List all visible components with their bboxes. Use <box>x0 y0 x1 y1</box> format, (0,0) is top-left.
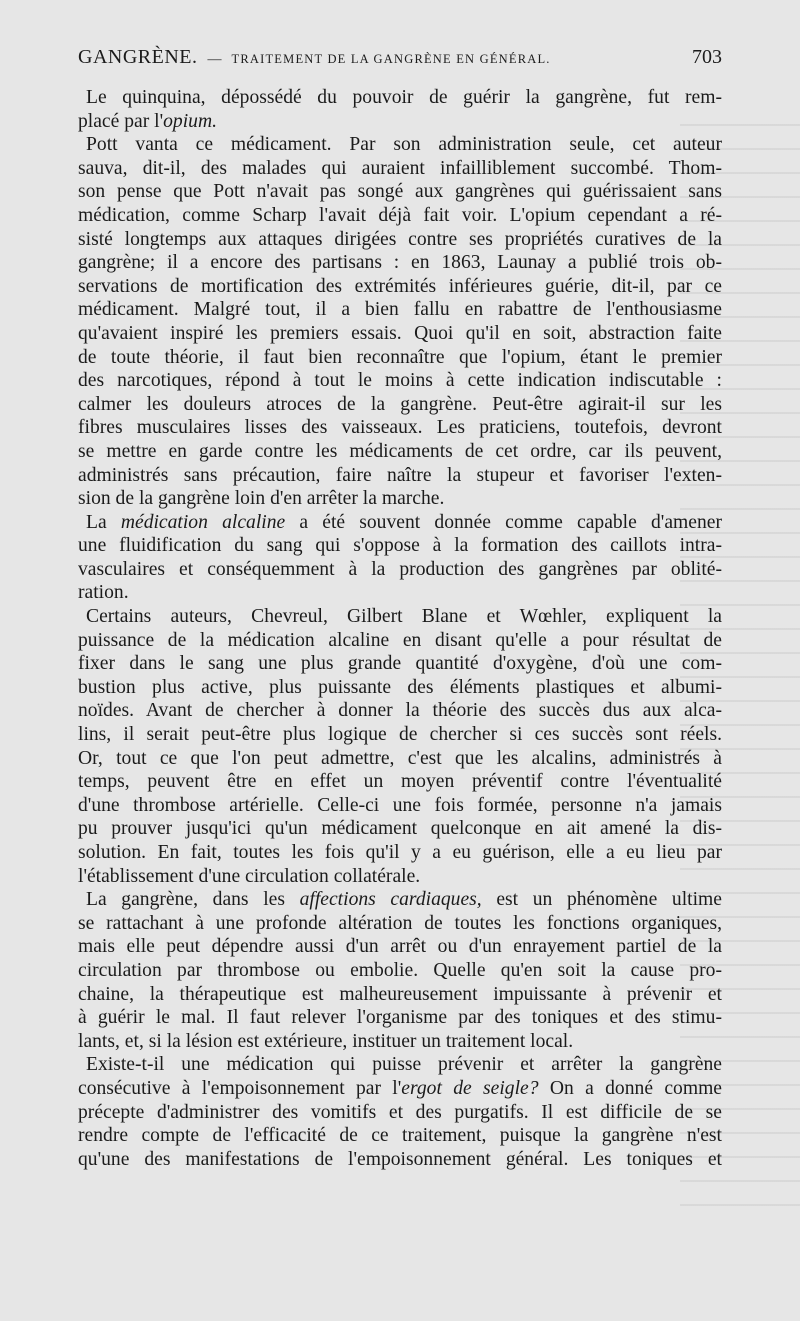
text-run: noïdes. Avant de chercher à donner la théorie des succès dus aux alca- <box>78 700 722 722</box>
page-number: 703 <box>692 46 722 68</box>
text-line <box>78 86 722 110</box>
text-line <box>78 369 722 393</box>
text-run: fixer dans le sang une plus grande quantité d'oxygène, d'où une com- <box>78 653 722 675</box>
text-run: est un phénomène ultime <box>481 889 722 911</box>
text-line <box>78 581 722 605</box>
text-run: chaine, la thérapeutique est malheureusement impuissante à prévenir et <box>78 983 722 1005</box>
text-line <box>78 1030 722 1054</box>
text-run: pu prouver jusqu'ici qu'un médicament quelconque en ait amené la dis- <box>78 818 722 840</box>
running-head-separator: — <box>207 52 222 67</box>
text-line <box>78 794 722 818</box>
text-run: circulation par thrombose ou embolie. Quelle qu'en soit la cause pro- <box>78 959 722 981</box>
text-run: lants, et, si la lésion est extérieure, instituer un traitement local. <box>78 1030 574 1052</box>
text-line <box>78 180 722 204</box>
italic-text: affections cardiaques, <box>299 889 482 911</box>
text-run: précepte d'administrer des vomitifs et des purgatifs. Il est difficile de se <box>78 1101 722 1123</box>
text-run: ration. <box>78 582 129 604</box>
running-head-title: GANGRÈNE. <box>78 46 198 68</box>
text-line <box>78 652 722 676</box>
text-run: calmer les douleurs atroces de la gangrène. Peut-être agirait-il sur les <box>78 393 722 415</box>
text-line <box>78 1053 722 1077</box>
text-line <box>78 157 722 181</box>
text-run: temps, peuvent être en effet un moyen préventif contre l'éventualité <box>78 771 722 793</box>
text-run: gangrène; il a encore des partisans : en 1863, Launay a publié trois ob- <box>78 252 722 274</box>
text-line <box>78 983 722 1007</box>
text-line <box>78 204 722 228</box>
text-run: Or, tout ce que l'on peut admettre, c'est que les alcalins, administrés à <box>78 747 722 769</box>
running-head <box>78 46 722 76</box>
text-line <box>78 487 722 511</box>
text-run: solution. En fait, toutes les fois qu'il y a eu guérison, elle a eu lieu par <box>78 842 722 863</box>
text-line <box>78 1077 722 1101</box>
text-line <box>78 676 722 700</box>
text-line <box>78 1101 722 1125</box>
text-run: Pott vanta ce médicament. Par son administration seule, cet auteur <box>86 134 722 156</box>
text-line <box>78 322 722 346</box>
text-line <box>78 865 722 889</box>
italic-text: médication alcaline <box>120 511 286 533</box>
text-line <box>78 959 722 983</box>
text-run: sauva, dit-il, des malades qui auraient infailliblement succombé. Thom- <box>78 157 722 179</box>
text-line <box>78 747 722 771</box>
text-run: des narcotiques, répond à tout le moins à cette indication indiscutable : <box>78 370 722 392</box>
running-head-subtitle: TRAITEMENT DE LA GANGRÈNE EN GÉNÉRAL. <box>231 52 551 66</box>
text-run: Certains auteurs, Chevreul, Gilbert Blane et Wœhler, expliquent la <box>86 606 722 628</box>
text-run: qu'avaient inspiré les premiers essais. Quoi qu'il en soit, abstraction faite <box>78 322 722 344</box>
text-line <box>78 133 722 157</box>
text-run: puissance de la médication alcaline en disant qu'elle a pour résultat de <box>78 629 722 651</box>
text-line <box>78 841 722 865</box>
text-run: lins, il serait peut-être plus logique de chercher si ces succès sont réels. <box>78 724 722 746</box>
text-run: La <box>86 511 121 533</box>
text-line <box>78 935 722 959</box>
text-line <box>78 605 722 629</box>
text-run: fibres musculaires lisses des vaisseaux. Les praticiens, toutefois, devront <box>78 417 722 439</box>
text-run: sisté longtemps aux attaques dirigées contre ses propriétés curatives de la <box>78 228 722 250</box>
running-head-left <box>78 46 551 69</box>
italic-text: ergot de seigle? <box>401 1077 539 1099</box>
italic-text: opium. <box>163 110 218 132</box>
text-run: médicament. Malgré tout, il a bien fallu en rabattre de l'enthousiasme <box>78 299 722 321</box>
text-line <box>78 464 722 488</box>
text-run: qu'une des manifestations de l'empoisonnement général. Les toniques et <box>78 1148 722 1170</box>
text-run: à guérir le mal. Il faut relever l'organisme par des toniques et des stimu- <box>78 1007 722 1029</box>
text-run: Existe-t-il une médication qui puisse prévenir et arrêter la gangrène <box>86 1054 722 1076</box>
text-line <box>78 346 722 370</box>
text-line <box>78 629 722 653</box>
text-run: son pense que Pott n'avait pas songé aux gangrènes qui guérissaient sans <box>78 181 722 203</box>
text-run: de toute théorie, il faut bien reconnaître que l'opium, étant le premier <box>78 346 722 368</box>
text-line <box>78 1148 722 1172</box>
text-run: La gangrène, dans les <box>86 889 300 911</box>
text-run: vasculaires et conséquemment à la production des gangrènes par oblité- <box>78 558 722 580</box>
text-line <box>78 251 722 275</box>
body-text <box>78 86 722 1171</box>
text-run: mais elle peut dépendre aussi d'un arrêt ou d'un enrayement partiel de la <box>78 936 722 958</box>
text-run: se rattachant à une profonde altération de toutes les fonctions organiques, <box>78 912 722 934</box>
text-line <box>78 1124 722 1148</box>
text-line <box>78 440 722 464</box>
text-line <box>78 558 722 582</box>
text-line <box>78 1006 722 1030</box>
text-run: médication, comme Scharp l'avait déjà fait voir. L'opium cependant a ré- <box>78 204 722 226</box>
text-run: bustion plus active, plus puissante des éléments plastiques et albumi- <box>78 676 722 698</box>
text-line <box>78 699 722 723</box>
text-line <box>78 298 722 322</box>
text-run: rendre compte de l'efficacité de ce traitement, puisque la gangrène n'est <box>78 1125 722 1147</box>
text-line <box>78 888 722 912</box>
text-line <box>78 817 722 841</box>
text-run: Le quinquina, dépossédé du pouvoir de guérir la gangrène, fut rem- <box>86 87 722 108</box>
text-run: placé par l' <box>78 110 164 132</box>
text-run: a été souvent donnée comme capable d'amener <box>285 511 722 533</box>
text-run: administrés sans précaution, faire naître la stupeur et favoriser l'exten- <box>78 464 722 486</box>
text-run: une fluidification du sang qui s'oppose à la formation des caillots intra- <box>78 535 722 557</box>
text-run: d'une thrombose artérielle. Celle-ci une fois formée, personne n'a jamais <box>78 794 722 816</box>
text-run: l'établissement d'une circulation collatérale. <box>78 865 421 887</box>
text-line <box>78 912 722 936</box>
text-line <box>78 110 722 134</box>
text-run: servations de mortification des extrémités inférieures guérie, dit-il, par ce <box>78 275 722 297</box>
text-run: consécutive à l'empoisonnement par l' <box>78 1077 402 1099</box>
text-line <box>78 228 722 252</box>
text-line <box>78 534 722 558</box>
text-line <box>78 275 722 299</box>
text-line <box>78 723 722 747</box>
text-line <box>78 393 722 417</box>
text-line <box>78 511 722 535</box>
text-run: On a donné comme <box>538 1077 722 1099</box>
text-line <box>78 770 722 794</box>
text-run: se mettre en garde contre les médicaments de cet ordre, car ils peuvent, <box>78 440 722 462</box>
text-line <box>78 416 722 440</box>
text-run: sion de la gangrène loin d'en arrêter la marche. <box>78 488 445 510</box>
